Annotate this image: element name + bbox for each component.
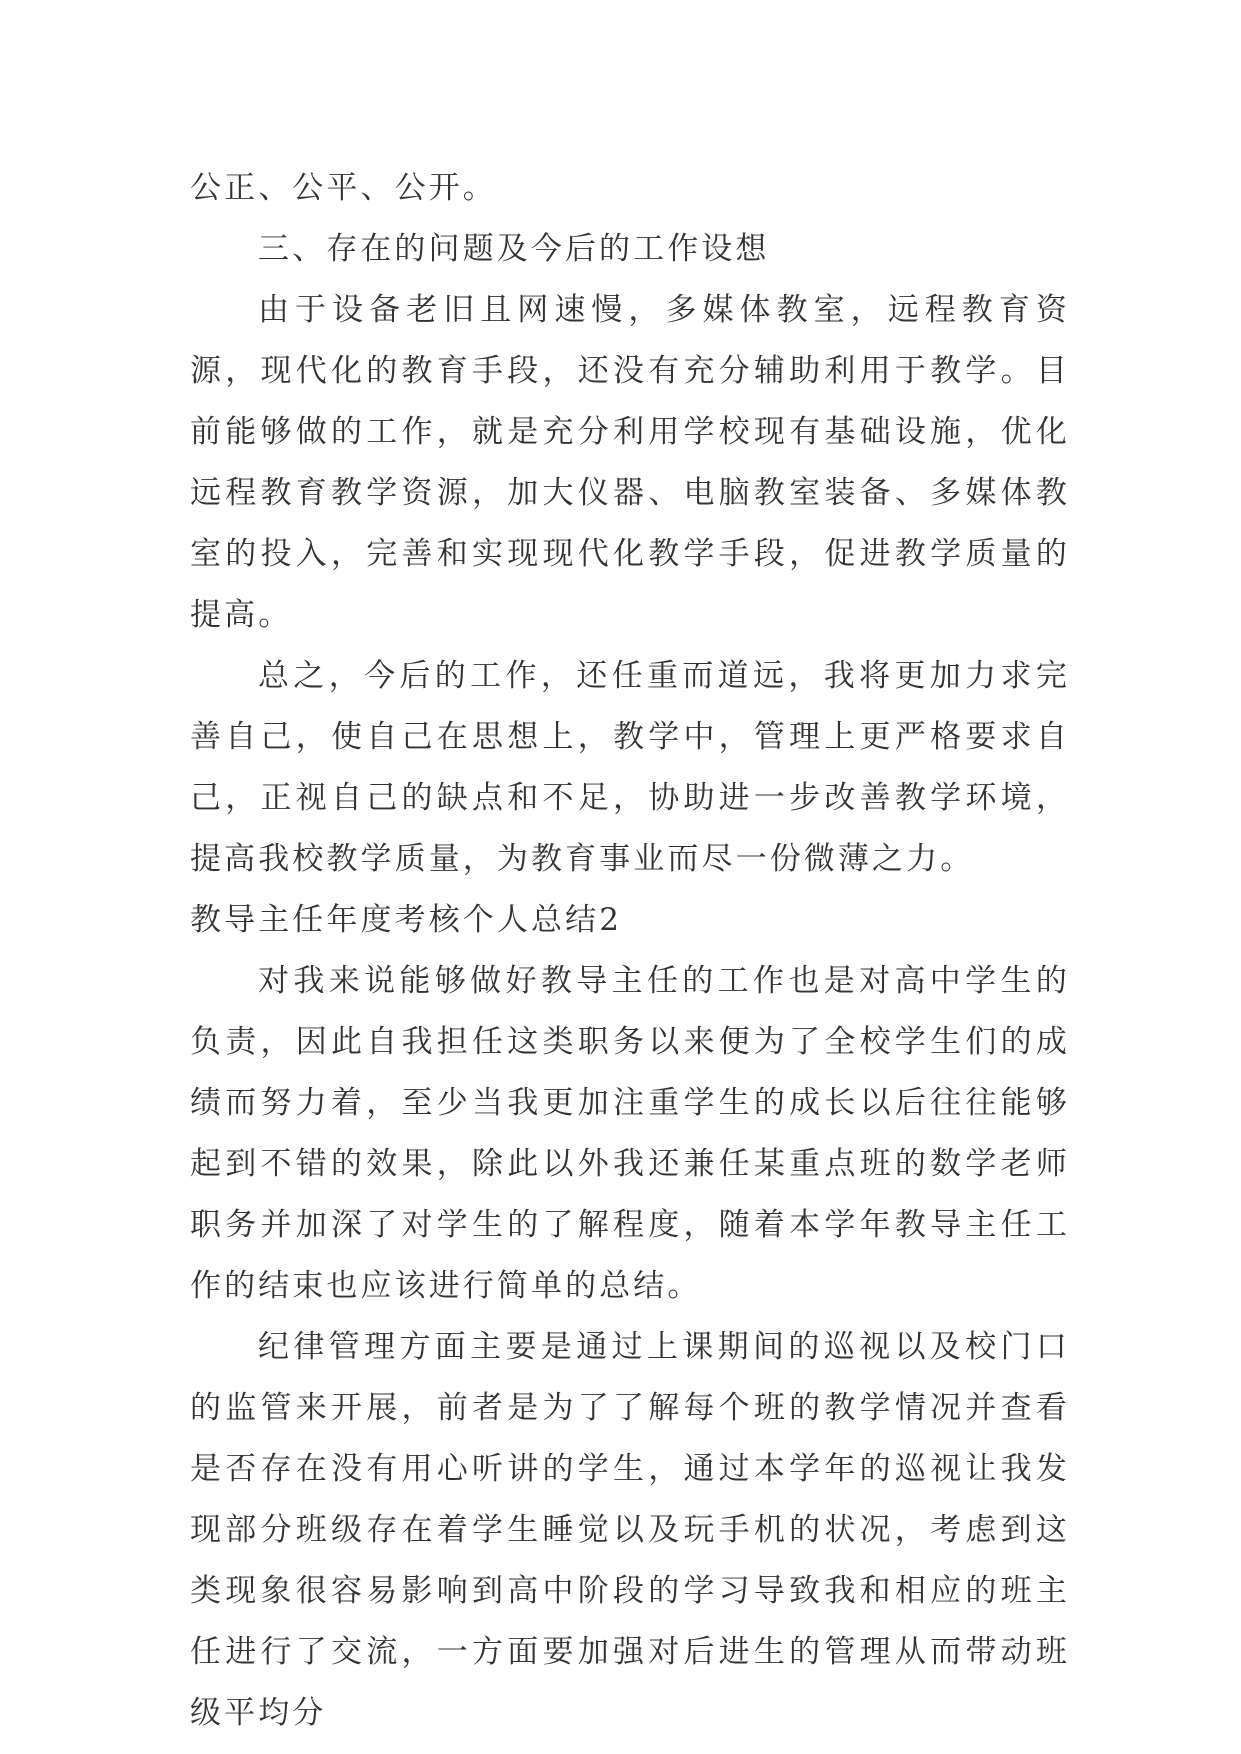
paragraph-conclusion: 总之，今后的工作，还任重而道远，我将更加力求完善自己，使自己在思想上，教学中，管理上更严格要求自己，正视自己的缺点和不足，协助进一步改善教学环境，提高我校教学质量，为教育事业而尽一份微薄之力。 bbox=[190, 658, 1070, 877]
section-heading: 三、存在的问题及今后的工作设想 bbox=[258, 231, 770, 267]
paragraph-discipline: 纪律管理方面主要是通过上课期间的巡视以及校门口的监管来开展，前者是为了了解每个班的教学情况并查看是否存在没有用心听讲的学生，通过本学年的巡视让我发现部分班级存在着学生睡觉以及玩手机的状况，考虑到这类现象很容易影响到高中阶段的学习导致我和相应的班主任进行了交流，一方面要加强对后进生的管理从而带动班级平均分 bbox=[190, 1329, 1070, 1731]
document-body bbox=[190, 158, 1070, 1744]
paragraph-continuation: 公正、公平、公开。 bbox=[190, 170, 497, 206]
paragraph-intro: 对我来说能够做好教导主任的工作也是对高中学生的负责，因此自我担任这类职务以来便为了全校学生们的成绩而努力着，至少当我更加注重学生的成长以后往往能够起到不错的效果，除此以外我还兼任某重点班的数学老师职务并加深了对学生的了解程度，随着本学年教导主任工作的结束也应该进行简单的总结。 bbox=[190, 963, 1070, 1304]
paragraph-equipment: 由于设备老旧且网速慢，多媒体教室，远程教育资源，现代化的教育手段，还没有充分辅助利用于教学。目前能够做的工作，就是充分利用学校现有基础设施，优化远程教育教学资源，加大仪器、电脑教室装备、多媒体教室的投入，完善和实现现代化教学手段，促进教学质量的提高。 bbox=[190, 292, 1070, 633]
document-section-title: 教导主任年度考核个人总结2 bbox=[190, 902, 623, 938]
